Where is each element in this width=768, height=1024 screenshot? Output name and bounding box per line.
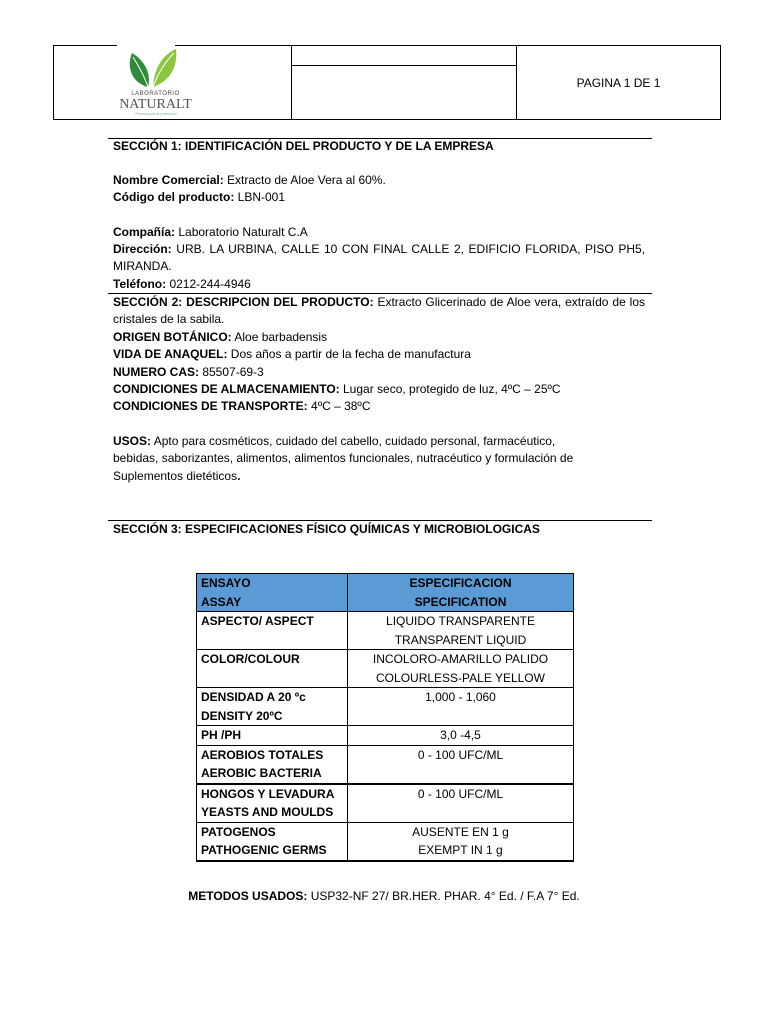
page-number: PAGINA 1 DE 1 [576, 76, 661, 90]
address: Dirección: URB. LA URBINA, CALLE 10 CON FINAL CALLE 2, EDIFICIO FLORIDA, PISO PH5, MIRANDA. [113, 242, 645, 274]
transport-conditions: CONDICIONES DE TRANSPORTE: 4ºC – 38ºC [113, 399, 371, 413]
table-cell: 1,000 - 1,060 [348, 688, 574, 726]
section3-title: SECCIÓN 3: ESPECIFICACIONES FÍSICO QUÍMICAS Y MICROBIOLOGICAS [113, 522, 540, 536]
storage-conditions: CONDICIONES DE ALMACENAMIENTO: Lugar seco, protegido de luz, 4ºC – 25ºC [113, 382, 561, 396]
header-divider [291, 65, 516, 66]
table-cell: LIQUIDO TRANSPARENTE TRANSPARENT LIQUID [348, 612, 574, 650]
table-row [197, 688, 574, 726]
table-cell: AUSENTE EN 1 g EXEMPT IN 1 g [348, 822, 574, 861]
product-code: Código del producto: LBN-001 [113, 190, 286, 204]
table-header-row [197, 574, 574, 612]
table-row [197, 784, 574, 823]
table-cell: ASPECTO/ ASPECT [197, 612, 348, 650]
botanical-origin: ORIGEN BOTÁNICO: Aloe barbadensis [113, 330, 328, 344]
table-header-cell: ENSAYO ASSAY [197, 574, 348, 612]
table-row [197, 726, 574, 746]
table-cell: HONGOS Y LEVADURA YEASTS AND MOULDS [197, 784, 348, 823]
table-cell: PATOGENOS PATHOGENIC GERMS [197, 822, 348, 861]
table-cell: PH /PH [197, 726, 348, 746]
leaf-icon [98, 45, 213, 91]
table-cell: COLOR/COLOUR [197, 650, 348, 688]
table-cell: 0 - 100 UFC/ML [348, 784, 574, 823]
header-divider [516, 45, 517, 120]
table-row [197, 612, 574, 650]
table-cell: AEROBIOS TOTALES AEROBIC BACTERIA [197, 745, 348, 784]
table-row [197, 650, 574, 688]
section2-description: SECCIÓN 2: DESCRIPCION DEL PRODUCTO: Extracto Glicerinado de Aloe vera, extraído de los cristales de la sabila. [113, 295, 645, 327]
table-cell: INCOLORO-AMARILLO PALIDO COLOURLESS-PALE YELLOW [348, 650, 574, 688]
company: Compañía: Laboratorio Naturalt C.A [113, 225, 308, 239]
specifications-table [196, 573, 574, 862]
trade-name: Nombre Comercial: Extracto de Aloe Vera al 60%. [113, 173, 386, 187]
table-row [197, 822, 574, 861]
table-row [197, 745, 574, 784]
table-cell: 3,0 -4,5 [348, 726, 574, 746]
header-divider [291, 45, 292, 120]
shelf-life: VIDA DE ANAQUEL: Dos años a partir de la fecha de manufactura [113, 347, 471, 361]
logo-text-small: LABORATORIO [131, 91, 180, 97]
table-cell: 0 - 100 UFC/ML [348, 745, 574, 784]
uses: USOS: Apto para cosméticos, cuidado del cabello, cuidado personal, farmacéutico, bebidas, saborizantes, alimentos, alimentos funcionales, nutracéutico y formulación de Suplementos dietéticos. [113, 434, 574, 483]
table-cell: DENSIDAD A 20 ºc DENSITY 20ºC [197, 688, 348, 726]
phone: Teléfono: 0212-244-4946 [113, 277, 251, 291]
logo-text: NATURALT [119, 97, 192, 112]
logo-tagline: ¡Tecnología al potencia! [134, 111, 177, 116]
company-logo [98, 45, 213, 120]
section1-title: SECCIÓN 1: IDENTIFICACIÓN DEL PRODUCTO Y DE LA EMPRESA [113, 139, 494, 153]
methods-used: METODOS USADOS: USP32-NF 27/ BR.HER. PHAR. 4° Ed. / F.A 7° Ed. [188, 889, 580, 903]
table-header-cell: ESPECIFICACION SPECIFICATION [348, 574, 574, 612]
cas-number: NUMERO CAS: 85507-69-3 [113, 365, 264, 379]
